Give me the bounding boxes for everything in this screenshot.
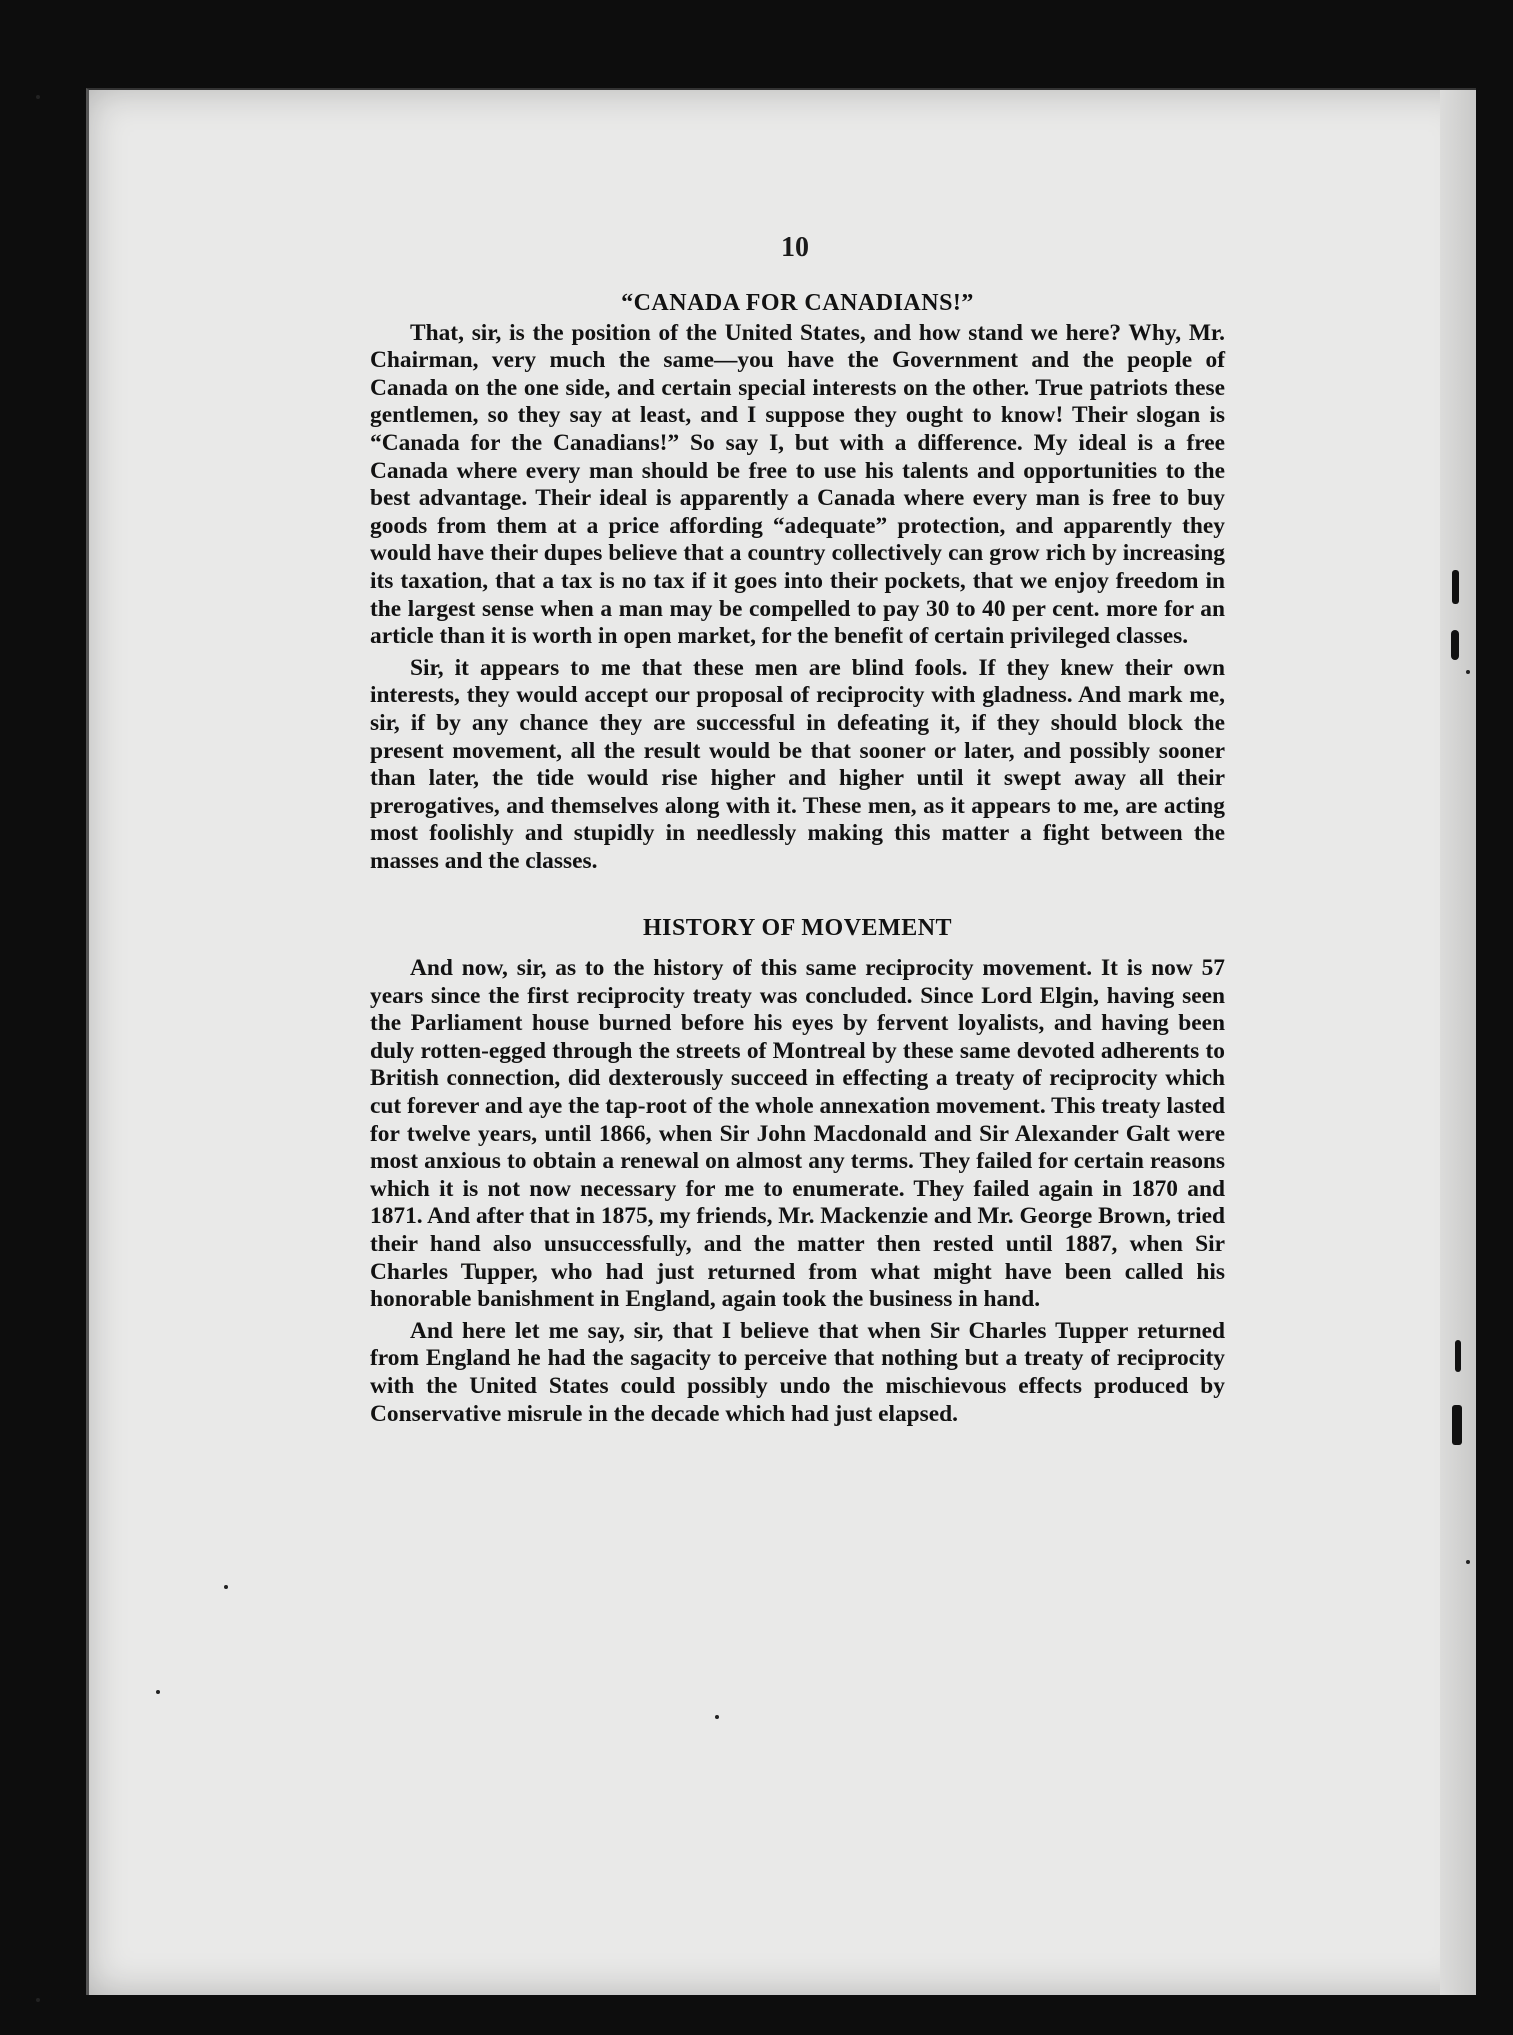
page-body: [370, 290, 1225, 1428]
paragraph: That, sir, is the position of the United States, and how stand we here? Why, Mr. Chairman, very much the same—you have the Government and the people of Canada on the one side, and certain special interests on the other. True patriots these gentlemen, so they say at least, and I suppose they ought to know! Their slogan is “Canada for the Canadians!” So say I, but with a difference. My ideal is a free Canada where every man should be free to use his talents and opportunities to the best advantage. Their ideal is apparently a Canada where every man is free to buy goods from them at a price affording “adequate” protection, and apparently they would have their dupes believe that a country collectively can grow rich by increasing its taxation, that a tax is no tax if it goes into their pockets, that we enjoy freedom in the largest sense when a man may be compelled to pay 30 to 40 per cent. more for an article than it is worth in open market, for the benefit of certain privileged classes.: [370, 319, 1225, 650]
scan-mark: [1451, 630, 1459, 660]
paragraph: Sir, it appears to me that these men are blind fools. If they knew their own interests, they would accept our proposal of reciprocity with gladness. And mark me, sir, if by any chance they are successful in defeating it, if they should block the present movement, all the result would be that sooner or later, and possibly sooner than later, the tide would rise higher and higher until it swept away all their prerogatives, and themselves along with it. These men, as it appears to me, are acting most foolishly and stupidly in needlessly making this matter a fight between the masses and the classes.: [370, 654, 1225, 874]
page-number: 10: [781, 232, 809, 263]
scan-speck: [156, 1690, 160, 1694]
section-canada-for-canadians: [370, 290, 1225, 875]
scan-speck: [224, 1585, 228, 1589]
scan-mark: [1452, 570, 1459, 604]
scan-speck: [36, 1998, 40, 2002]
scan-speck: [1466, 670, 1470, 674]
scan-mark: [1452, 1405, 1462, 1445]
section-heading: “CANADA FOR CANADIANS!”: [621, 290, 974, 316]
scan-speck: [1466, 1560, 1470, 1564]
section-heading: HISTORY OF MOVEMENT: [642, 915, 953, 942]
paragraph: And now, sir, as to the history of this same reciprocity movement. It is now 57 years since the first reciprocity treaty was concluded. Since Lord Elgin, having seen the Parliament house burned before his eyes by fervent loyalists, and having been duly rotten-egged through the streets of Montreal by these same devoted adherents to British connection, did dexterously succeed in effecting a treaty of reciprocity which cut forever and aye the tap-root of the whole annexation movement. This treaty lasted for twelve years, until 1866, when Sir John Macdonald and Sir Alexander Galt were most anxious to obtain a renewal on almost any terms. They failed for certain reasons which it is not now necessary for me to enumerate. They failed again in 1870 and 1871. And after that in 1875, my friends, Mr. Mackenzie and Mr. George Brown, tried their hand also unsuccessfully, and the matter then rested until 1887, when Sir Charles Tupper, who had just returned from what might have been called his honorable banishment in England, again took the business in hand.: [370, 955, 1225, 1313]
page-fold-shadow: [1440, 88, 1476, 1995]
scan-mark: [1455, 1340, 1461, 1372]
paragraph: And here let me say, sir, that I believe that when Sir Charles Tupper returned from England he had the sagacity to perceive that nothing but a treaty of reciprocity with the United States could possibly undo the mischievous effects produced by Conservative misrule in the decade which had just elapsed.: [370, 1317, 1225, 1427]
scan-speck: [36, 95, 40, 99]
section-history-of-movement: [370, 915, 1225, 1428]
scan-speck: [715, 1715, 719, 1719]
